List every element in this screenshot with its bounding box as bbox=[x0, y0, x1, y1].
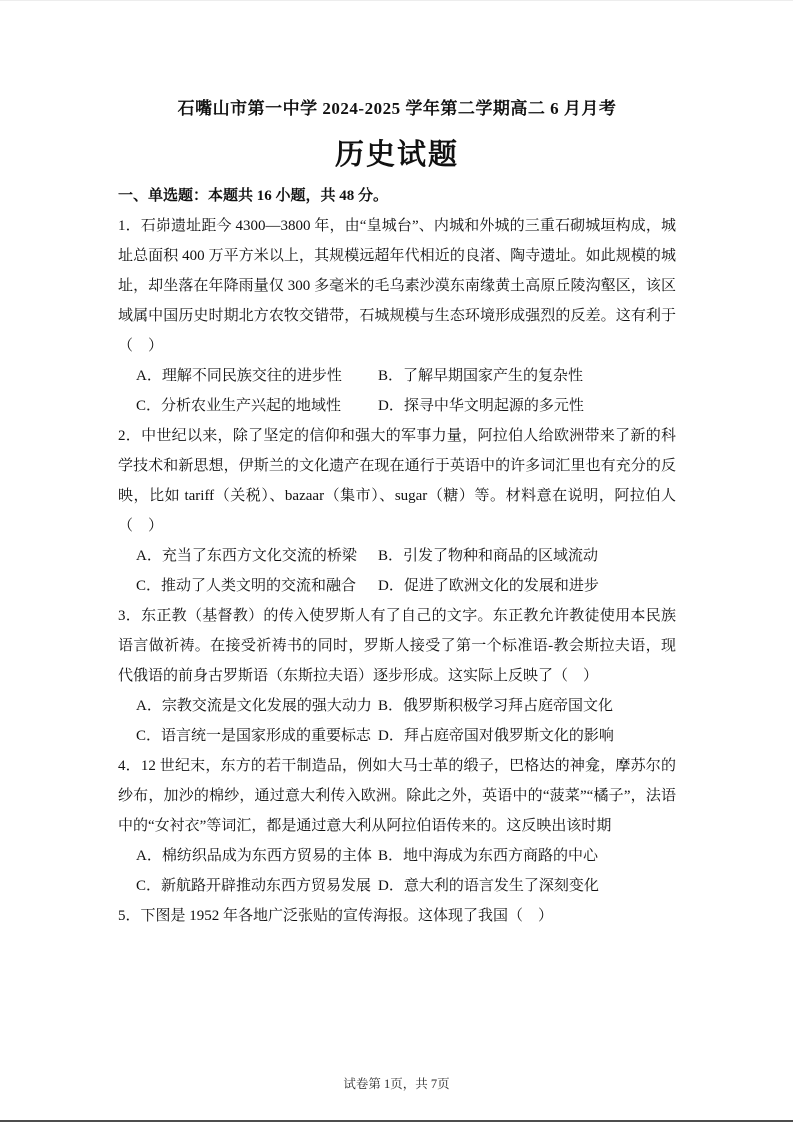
question-block bbox=[118, 421, 676, 601]
option: B．地中海成为东西方商路的中心 bbox=[378, 848, 599, 864]
question-block bbox=[118, 601, 676, 751]
option: B．了解早期国家产生的复杂性 bbox=[378, 368, 584, 384]
option: A．充当了东西方文化交流的桥梁 bbox=[136, 548, 357, 564]
question-block bbox=[118, 901, 676, 931]
option: A．理解不同民族交往的进步性 bbox=[136, 368, 342, 384]
question-list bbox=[118, 211, 676, 931]
option: C．分析农业生产兴起的地域性 bbox=[136, 398, 342, 414]
option: D．意大利的语言发生了深刻变化 bbox=[378, 878, 599, 894]
option-row bbox=[118, 541, 676, 571]
option-row bbox=[118, 391, 676, 421]
subject-heading: 历史试题 bbox=[334, 139, 459, 171]
option-row bbox=[118, 841, 676, 871]
question-options bbox=[118, 841, 676, 901]
option: D．探寻中华文明起源的多元性 bbox=[378, 398, 584, 414]
option-row bbox=[118, 871, 676, 901]
question-options bbox=[118, 361, 676, 421]
document-title: 石嘴山市第一中学 2024-2025 学年第二学期高二 6 月月考 bbox=[177, 99, 617, 118]
option: B．俄罗斯积极学习拜占庭帝国文化 bbox=[378, 698, 614, 714]
option: D．拜占庭帝国对俄罗斯文化的影响 bbox=[378, 728, 614, 744]
page-footer: 试卷第 1页，共 7页 bbox=[343, 1077, 450, 1091]
section-heading: 一、单选题：本题共 16 小题，共 48 分。 bbox=[118, 188, 389, 204]
question-options bbox=[118, 541, 676, 601]
page-content bbox=[0, 97, 793, 931]
option: C．语言统一是国家形成的重要标志 bbox=[136, 728, 372, 744]
option-row bbox=[118, 721, 676, 751]
question-stem: 1．石峁遗址距今 4300—3800 年，由“皇城台”、内城和外城的三重石砌城垣构成，城址总面积 400 万平方米以上，其规模远超年代相近的良渚、陶寺遗址。如此规模的城址，却坐落在年降雨量仅 300 多毫米的毛乌素沙漠东南缘黄土高原丘陵沟壑区，该区域属中国历史时期北方农牧交错带，石城规模与生态环境形成强烈的反差。这有利于（ ） bbox=[118, 218, 676, 354]
option: A．棉纺织品成为东西方贸易的主体 bbox=[136, 848, 372, 864]
question-stem: 3．东正教（基督教）的传入使罗斯人有了自己的文字。东正教允许教徒使用本民族语言做祈祷。在接受祈祷书的同时，罗斯人接受了第一个标准语-教会斯拉夫语，现代俄语的前身古罗斯语（东斯拉夫语）逐步形成。这实际上反映了（ ） bbox=[118, 608, 676, 684]
question-block bbox=[118, 751, 676, 901]
option: C．新航路开辟推动东西方贸易发展 bbox=[136, 878, 372, 894]
option-row bbox=[118, 691, 676, 721]
option-row bbox=[118, 361, 676, 391]
question-block bbox=[118, 211, 676, 421]
option-row bbox=[118, 571, 676, 601]
option: C．推动了人类文明的交流和融合 bbox=[136, 578, 357, 594]
question-options bbox=[118, 691, 676, 751]
option: D．促进了欧洲文化的发展和进步 bbox=[378, 578, 599, 594]
option: A．宗教交流是文化发展的强大动力 bbox=[136, 698, 372, 714]
question-stem: 4．12 世纪末，东方的若干制造品，例如大马士革的缎子，巴格达的神龛，摩苏尔的纱布，加沙的棉纱，通过意大利传入欧洲。除此之外，英语中的“菠菜”“橘子”，法语中的“女衬衣”等词汇，都是通过意大利从阿拉伯语传来的。这反映出该时期 bbox=[118, 758, 676, 834]
question-stem: 5．下图是 1952 年各地广泛张贴的宣传海报。这体现了我国（ ） bbox=[118, 908, 554, 924]
question-stem: 2．中世纪以来，除了坚定的信仰和强大的军事力量，阿拉伯人给欧洲带来了新的科学技术和新思想，伊斯兰的文化遗产在现在通行于英语中的许多词汇里也有充分的反映，比如 tariff（关税）、bazaar（集市）、sugar（糖）等。材料意在说明，阿拉伯人（ ） bbox=[118, 428, 676, 534]
option: B．引发了物种和商品的区域流动 bbox=[378, 548, 599, 564]
